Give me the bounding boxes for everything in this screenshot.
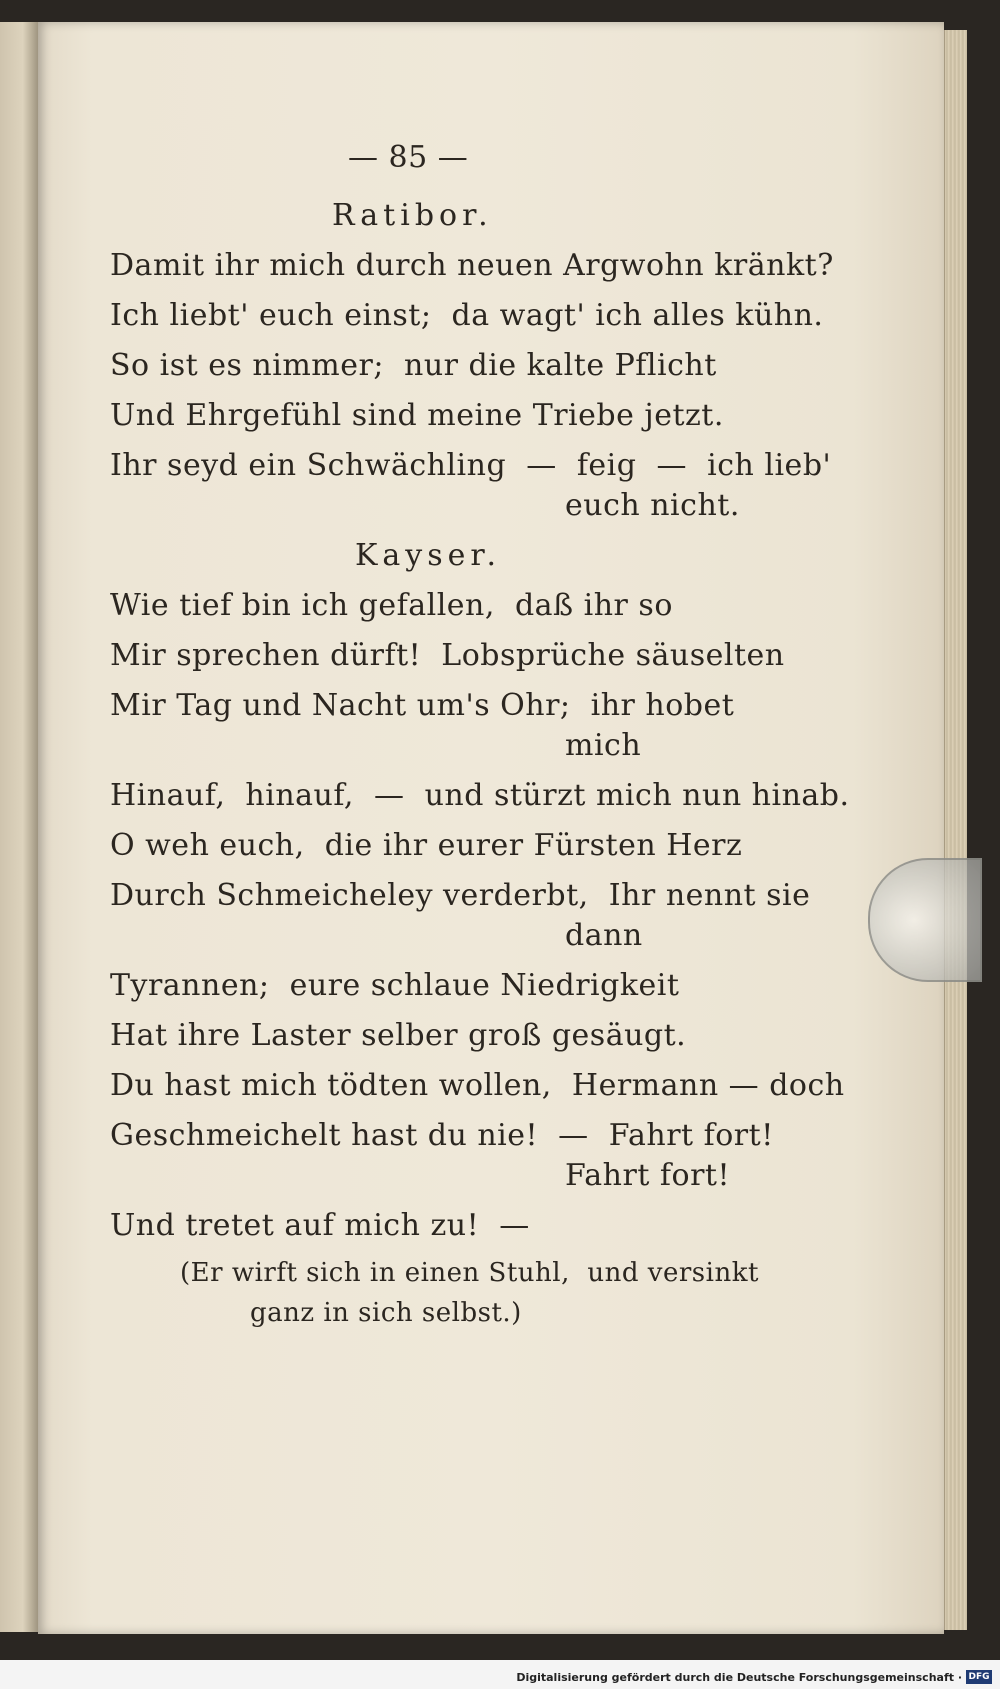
verse-line: Und Ehrgefühl sind meine Triebe jetzt. xyxy=(110,398,724,433)
stage-direction: ganz in sich selbst.) xyxy=(250,1298,522,1328)
verse-line: Tyrannen; eure schlaue Niedrigkeit xyxy=(110,968,680,1003)
book-clamp xyxy=(868,858,982,982)
verse-line: Ich liebt' euch einst; da wagt' ich alles kühn. xyxy=(110,298,824,333)
footer-credit: Digitalisierung gefördert durch die Deutsche Forschungsgemeinschaft · xyxy=(516,1671,962,1684)
verse-line-continuation: dann xyxy=(565,918,643,953)
verse-line-continuation: mich xyxy=(565,728,642,763)
verse-line: Ihr seyd ein Schwächling — feig — ich lieb' xyxy=(110,448,832,483)
verse-line: O weh euch, die ihr eurer Fürsten Herz xyxy=(110,828,743,863)
page-stack-edge xyxy=(944,30,967,1630)
verse-line: Wie tief bin ich gefallen, daß ihr so xyxy=(110,588,673,623)
stage-direction: (Er wirft sich in einen Stuhl, und versinkt xyxy=(180,1258,759,1288)
verse-line: Geschmeichelt hast du nie! — Fahrt fort! xyxy=(110,1118,774,1153)
verse-line: Mir sprechen dürft! Lobsprüche säuselten xyxy=(110,638,785,673)
speaker-kayser: Kayser. xyxy=(355,538,501,573)
verse-line: Mir Tag und Nacht um's Ohr; ihr hobet xyxy=(110,688,735,723)
left-page-edge xyxy=(0,22,39,1632)
speaker-ratibor: Ratibor. xyxy=(332,198,493,233)
verse-line: Durch Schmeicheley verderbt, Ihr nennt sie xyxy=(110,878,811,913)
page-number: — 85 — xyxy=(348,140,469,175)
verse-line: Und tretet auf mich zu! — xyxy=(110,1208,530,1243)
verse-line: Hat ihre Laster selber groß gesäugt. xyxy=(110,1018,687,1053)
verse-line: Du hast mich tödten wollen, Hermann — doch xyxy=(110,1068,845,1103)
verse-line: So ist es nimmer; nur die kalte Pflicht xyxy=(110,348,717,383)
verse-line-continuation: euch nicht. xyxy=(565,488,740,523)
verse-line: Hinauf, hinauf, — und stürzt mich nun hinab. xyxy=(110,778,850,813)
verse-line: Damit ihr mich durch neuen Argwohn kränkt? xyxy=(110,248,834,283)
dfg-logo: DFG xyxy=(966,1670,992,1684)
verse-line-continuation: Fahrt fort! xyxy=(565,1158,731,1193)
